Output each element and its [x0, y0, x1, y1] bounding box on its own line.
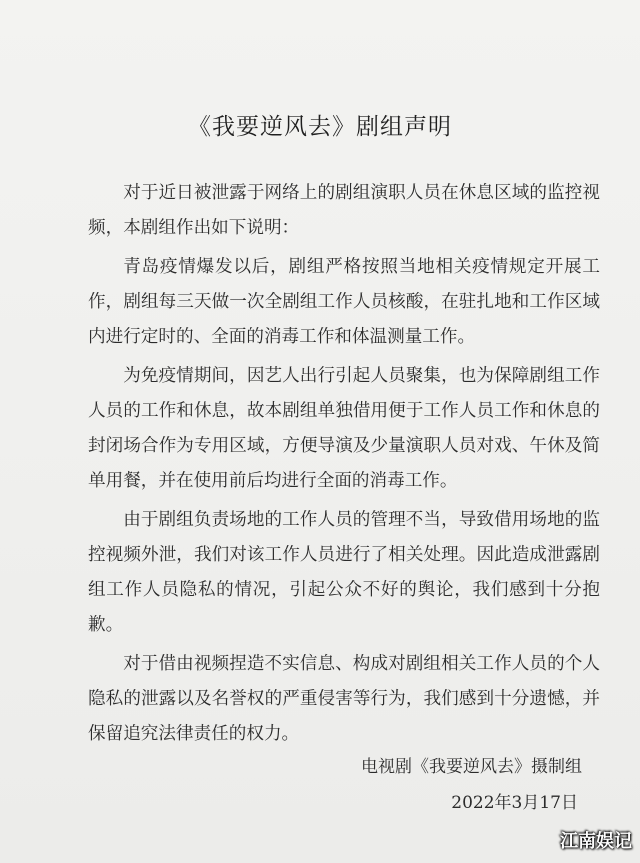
paragraph-epidemic-measures: 青岛疫情爆发以后，剧组严格按照当地相关疫情规定开展工作，剧组每三天做一次全剧组工作人员核酸，在驻扎地和工作区域内进行定时的、全面的消毒工作和体温测量工作。: [88, 257, 600, 347]
paragraph-intro: 对于近日被泄露于网络上的剧组演职人员在休息区域的监控视频，本剧组作出如下说明：: [88, 183, 600, 238]
statement-body: [88, 176, 600, 756]
paragraph-dedicated-area: 为免疫情期间，因艺人出行引起人员聚集，也为保障剧组工作人员的工作和休息，故本剧组单独借用便于工作人员工作和休息的封闭场合作为专用区域，方便导演及少量演职人员对戏、午休及简单用餐，并在使用前后均进行全面的消毒工作。: [88, 366, 600, 491]
paragraph-apology: 由于剧组负责场地的工作人员的管理不当，导致借用场地的监控视频外泄，我们对该工作人员进行了相关处理。因此造成泄露剧组工作人员隐私的情况，引起公众不好的舆论，我们感到十分抱歉。: [88, 510, 600, 635]
paragraph-legal-rights: 对于借由视频捏造不实信息、构成对剧组相关工作人员的个人隐私的泄露以及名誉权的严重侵害等行为，我们感到十分遗憾，并保留追究法律责任的权力。: [88, 654, 600, 744]
statement-date: 2022年3月17日: [451, 793, 578, 813]
signature: 电视剧《我要逆风去》摄制组: [361, 757, 582, 777]
watermark-logo: 江南娱记: [560, 831, 632, 852]
document-title: 《我要逆风去》剧组声明: [188, 114, 452, 140]
